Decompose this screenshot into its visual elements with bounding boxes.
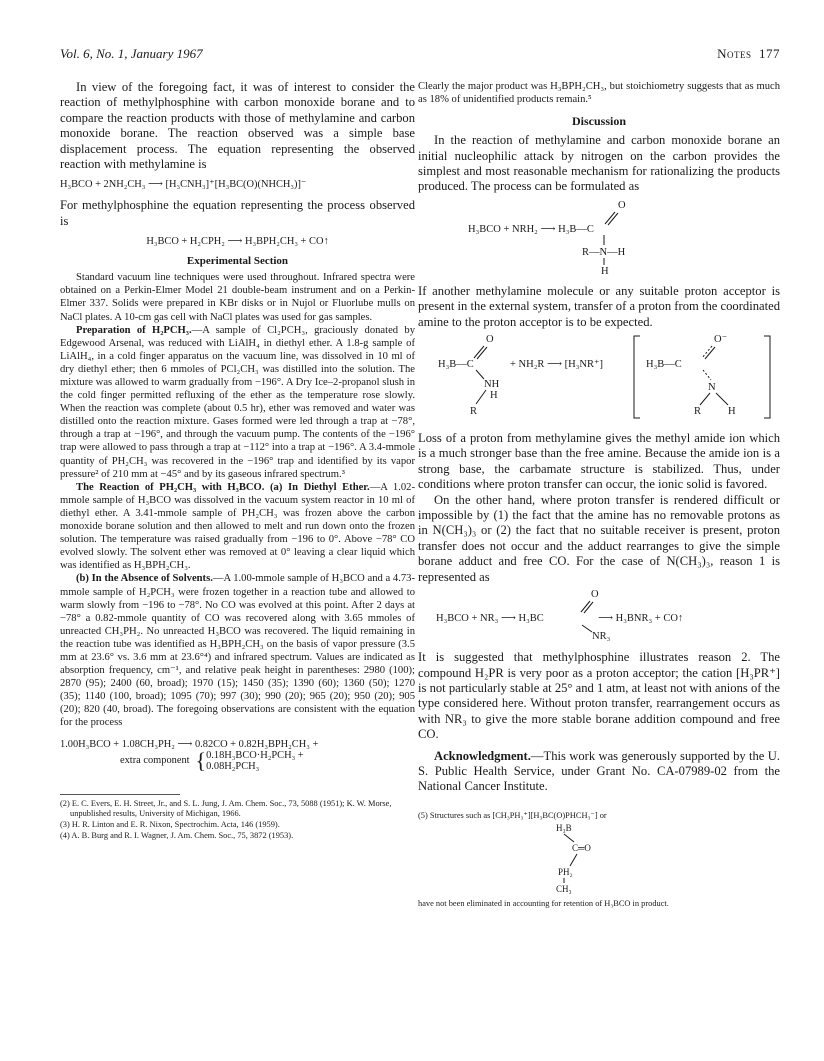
footnote-5-structure	[418, 822, 780, 894]
scheme1-hydrogen: H	[601, 265, 609, 275]
scheme1-oxygen: O	[618, 199, 626, 211]
scheme2-middle: + NH₂R ⟶ [H₃NR⁺]	[510, 359, 604, 371]
scheme1-amine: R—N—H	[582, 246, 626, 258]
discussion-paragraph-3: Loss of a proton from methylamine gives the methyl amide ion which is a much stronger base than the free amine. Because the amide ion is a strong base, the carbamate structure is stabilized. Thus, under conditions where proton transfer can occur, the ionic solid is favored.	[418, 431, 780, 492]
reaction-paragraph	[60, 481, 415, 573]
acknowledgment-body: —This work was generously supported by the U. S. Public Health Service, under Grant No. CA-07989-02 from the National Cancer Institute.	[418, 748, 780, 794]
scheme2-nh: NH	[484, 379, 500, 391]
scheme2-left-borane: H₃B—C	[438, 359, 474, 371]
stoichiometry-line1: 1.00H₃BCO + 1.08CH₃PH₂ ⟶ 0.82CO + 0.82H₃BPH₂CH₃ +	[60, 738, 319, 750]
reaction-title: The Reaction of PH₂CH₃ with H₃BCO. (a) In Diethyl Ether.	[76, 481, 370, 493]
footnote-5	[418, 811, 780, 910]
scheme2-h2: H	[728, 406, 736, 418]
scheme3-left: H₃BCO + NR₃ ⟶ H₃BC	[436, 613, 544, 625]
scheme3-right: ⟶ H₃BNR₃ + CO↑	[598, 613, 684, 625]
running-header-page	[680, 46, 780, 62]
fn5-ch3: CH₃	[556, 883, 572, 894]
footnote-3: (3) H. R. Linton and E. R. Nixon, Spectrochim. Acta, 146 (1959).	[60, 820, 280, 830]
fn5-co: C═O	[572, 842, 591, 853]
solventless-paragraph	[60, 572, 415, 729]
discussion-paragraph-1: In the reaction of methylamine and carbon monoxide borane an initial nucleophilic attack by nitrogen on the carbon provides the simplest and most reasonable mechanism for rationalizing the products produced. The process can be formulated as	[418, 133, 780, 194]
solventless-title: (b) In the Absence of Solvents.	[76, 573, 213, 585]
scheme2-n: N	[708, 382, 716, 394]
right-column	[418, 80, 780, 909]
running-header-journal: Vol. 6, No. 1, January 1967	[60, 46, 203, 61]
discussion-paragraph-5: It is suggested that methylphosphine illustrates reason 2. The compound H₂PR is very poor as a proton acceptor; the cation [H₃PR⁺] is not particularly stable at 25° and 1 atm, at least not with anions of the type considered here. Without proton transfer, rearrangement occurs as with NR₃ to give the more stable borane addition compound and free CO.	[418, 650, 780, 742]
acknowledgment-title: Acknowledgment.	[434, 748, 531, 763]
scheme3-oxygen: O	[591, 589, 599, 601]
reaction-body: —A 1.02-mmole sample of H₃BCO was dissolved in the vacuum system reactor in 10 ml of diethyl ether. A 3.41-mmole sample of PH₂CH₃ was frozen above the carbon monoxide borane solution and then allowed to melt and run down onto the frozen solution. The temperature was raised gradually from −196 to 0°. Above −78° CO evolved slowly. The solvent ether was removed at 0° leaving a clear liquid which was identified as H₃BPH₂CH₃.	[60, 481, 416, 572]
scheme-proton-transfer	[418, 330, 780, 422]
fn5-h3b: H₃B	[556, 822, 572, 833]
scheme-rearrangement	[418, 585, 780, 641]
footnote-5-line2: have not been eliminated in accounting for retention of H₃BCO in product.	[418, 898, 669, 908]
footnote-5-line1: (5) Structures such as [CH₃PH₃⁺][H₃BC(O)PHCH₃⁻] or	[418, 810, 607, 820]
page-number: 177	[759, 46, 780, 61]
equation-methylamine: H₃BCO + 2NH₂CH₃ ⟶ [H₃CNH₃]⁺[H₃BC(O)(NHCH₃)]⁻	[60, 179, 307, 191]
scheme2-h: H	[490, 390, 498, 402]
stoichiometry-equation	[60, 738, 415, 772]
extra-component-label: extra component	[120, 755, 190, 767]
scheme3-nr3: NR₃	[592, 631, 611, 642]
extra-component-b: 0.08H₂PCH₃	[206, 760, 260, 772]
preparation-paragraph	[60, 324, 415, 481]
scheme2-r: R	[470, 406, 478, 418]
methylphosphine-paragraph: For methylphosphine the equation representing the process observed is	[60, 198, 415, 228]
equation-methylphosphine: H₃BCO + H₂CPH₂ ⟶ H₃BPH₂CH₃ + CO↑	[146, 236, 329, 248]
preparation-title: Preparation of H₂PCH₃.	[76, 324, 192, 336]
preparation-body: —A sample of Cl₂PCH₃, graciously donated by Edgewood Arsenal, was reduced with LiAlH₄ in diethyl ether. A 1.8-g sample of LiAlH₄, in a cold finger apparatus on the vacuum line, was dissolved in 10 ml of dry diethyl ether; then 6 mmoles of PCl₂CH₃ was distilled into the solution. The mixture was allowed to warm gradually from −196°. A Dry Ice–2-propanol slush in the cold finger permitted refluxing of the ether as the temperature rose slowly. When the reaction was complete (about 0.5 hr), ether was removed and water was distilled onto the reaction mixture. Gases formed were led through a trap at −78°, through a trap at −196°, and through the vacuum pump. The contents of the −196° trap were allowed to pass through a trap at −112° into a trap at −196°. A 3.4-mmole quantity of PH₂CH₃ was recovered in the −196° trap and identified by its vapor pressure² of 210 mm at −45° and by its gaseous infrared spectrum.³	[60, 324, 415, 480]
discussion-heading: Discussion	[571, 114, 627, 129]
footnote-4: (4) A. B. Burg and R. I. Wagner, J. Am. Chem. Soc., 75, 3872 (1953).	[60, 830, 294, 840]
footnote-rule	[60, 794, 180, 795]
acknowledgment-paragraph	[418, 749, 780, 795]
section-label: Notes	[717, 46, 752, 61]
experimental-heading: Experimental Section	[186, 255, 289, 268]
brace: {	[195, 747, 207, 773]
discussion-paragraph-4: On the other hand, where proton transfer is rendered difficult or impossible by (1) the fact that the amine has no removable protons as in N(CH₃)₃ or (2) the fact that no suitable receiver is present, proton transfer does not occur and the adduct rearranges to give the simple borane adduct and free CO. For the case of N(CH₃)₃, reason 1 is represented as	[418, 492, 780, 584]
footnotes-left	[60, 794, 415, 842]
extra-component-a: 0.18H₃BCO·H₂PCH₃ +	[206, 749, 304, 761]
solventless-body: —A 1.00-mmole sample of H₃BCO and a 4.73-mmole sample of H₂PCH₃ were frozen together in a reaction tube and allowed to warm slowly from −196 to −78°. No CO was evolved at this point. After 2 days at −78° a 0.82-mmole quantity of CO was recovered along with 3.65 mmoles of unreacted CH₃PH₂. No unreacted H₃BCO was recovered. The liquid remaining in the reaction tube was identified as H₃BPH₂CH₃ on the basis of vapor pressure (3.5 mm at 23.6° vs. 3.6 mm at 23.6°⁴) and infrared spectrum. Values are indicated as absorption frequency, cm⁻¹, and relative peak height in parentheses: 2980 (100); 2870 (95); 2400 (60, broad); 1970 (15); 1450 (35); 1390 (60); 1360 (50); 1270 (35); 1140 (100, broad); 1095 (70); 997 (30); 990 (20); 965 (20); 950 (20); 905 (20); 820 (40, broad). The foregoing observations are consistent with the equation for the process	[60, 573, 415, 729]
discussion-paragraph-2: If another methylamine molecule or any suitable proton acceptor is present in the external system, transfer of a proton from the coordinated amine to the proton acceptor is to be expected.	[418, 283, 780, 329]
scheme2-o-minus: O⁻	[714, 334, 728, 346]
scheme2-right-borane: H₃B—C	[646, 359, 682, 371]
fn5-ph2: PH₂	[558, 866, 573, 877]
continuation-paragraph: Clearly the major product was H₃BPH₂CH₃, but stoichiometry suggests that as much as 18% of unidentified products remain.⁵	[418, 81, 780, 106]
intro-paragraph: In view of the foregoing fact, it was of interest to consider the reaction of methylphosphine with carbon monoxide borane and to compare the reaction products with those of methylamine and carbon monoxide borane. The reaction observed was a simple base displacement process. The equation representing the observed reaction with methylamine is	[60, 80, 415, 172]
scheme2-oxygen: O	[486, 334, 494, 346]
scheme1-reactants: H₃BCO + NRH₂ ⟶ H₃B—C	[468, 223, 594, 235]
left-column	[60, 80, 415, 842]
scheme2-r2: R	[694, 406, 702, 418]
scheme-nucleophilic-attack	[418, 195, 780, 275]
footnote-2: (2) E. C. Evers, E. H. Street, Jr., and S. L. Jung, J. Am. Chem. Soc., 73, 5088 (1951); K. W. Morse, unpublished results, University of Michigan, 1966.	[60, 798, 392, 819]
experimental-paragraph: Standard vacuum line techniques were used throughout. Infrared spectra were obtained on a Perkin-Elmer Model 21 double-beam instrument and on a Perkin-Elmer 337. Solids were prepared in KBr disks or in Nujol or Fluorlube mulls on NaCl plates. A 10-cm gas cell with NaCl plates was used for gas samples.	[60, 272, 415, 323]
